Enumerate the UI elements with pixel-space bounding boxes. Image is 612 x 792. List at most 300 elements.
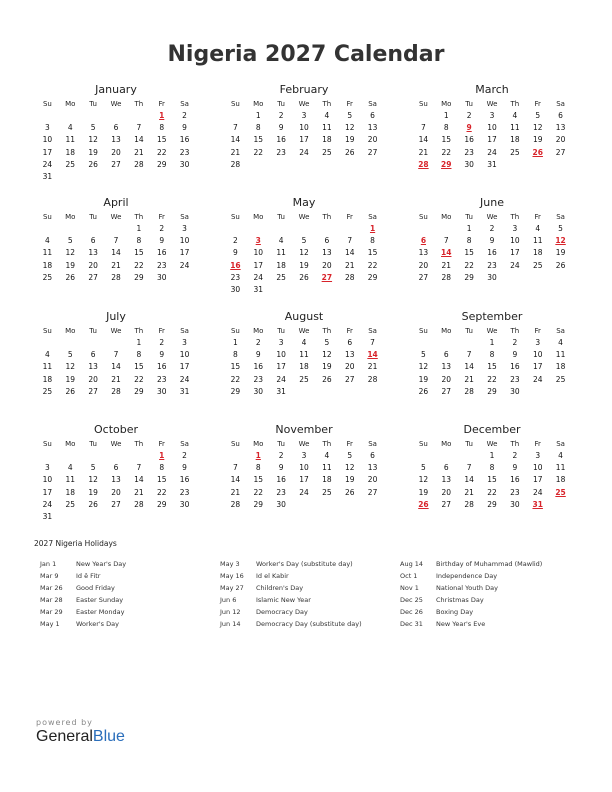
empty-cell (59, 450, 82, 462)
day-cell: 30 (510, 386, 520, 396)
day-cell: 13 (344, 350, 355, 360)
day-cell: 31 (276, 386, 286, 396)
weekday-header: Tu (277, 213, 285, 221)
day-cell: 29 (230, 386, 241, 396)
weekday-header: Th (134, 327, 144, 335)
day-cell: 1 (489, 338, 495, 347)
day-cell: 19 (344, 475, 355, 485)
day-cell: 4 (67, 463, 73, 473)
day-cell: 2 (182, 451, 187, 460)
weekday-header: We (110, 440, 122, 448)
day-cell: 27 (88, 272, 98, 282)
empty-cell (458, 337, 481, 349)
empty-cell (247, 223, 270, 235)
day-cell: 6 (443, 463, 449, 473)
holiday-row (400, 558, 575, 570)
day-cell: 14 (230, 135, 241, 145)
weekday-header: Mo (65, 213, 76, 221)
weekday-header: Fr (158, 100, 165, 108)
month-days-grid (36, 438, 196, 523)
holiday-day: 27 (321, 272, 333, 282)
day-cell: 15 (367, 248, 378, 258)
month-name: December (463, 423, 521, 436)
weekday-header: Mo (65, 327, 76, 335)
day-cell: 20 (418, 260, 429, 270)
day-cell: 15 (253, 135, 264, 145)
day-cell: 28 (111, 386, 121, 396)
empty-cell (105, 337, 128, 349)
holiday-name: Easter Sunday (76, 596, 124, 604)
day-cell: 27 (441, 499, 452, 509)
holiday-day: 31 (532, 499, 543, 509)
day-cell: 2 (512, 338, 518, 347)
holiday-name: Independence Day (436, 572, 498, 580)
day-cell: 1 (136, 224, 142, 233)
day-cell: 20 (441, 374, 452, 384)
month-days-grid (36, 211, 196, 284)
empty-cell (127, 110, 150, 122)
month-march (412, 83, 572, 171)
empty-cell (412, 450, 435, 462)
weekday-header: Su (230, 213, 240, 221)
day-cell: 21 (464, 487, 474, 497)
holiday-date: Dec 31 (400, 620, 423, 628)
day-cell: 23 (487, 260, 497, 270)
day-cell: 2 (278, 111, 284, 120)
holiday-name: Good Friday (76, 584, 115, 592)
holiday-row (400, 594, 575, 606)
day-cell: 8 (489, 350, 495, 360)
day-cell: 10 (487, 123, 497, 133)
holiday-date: Dec 25 (400, 596, 423, 604)
day-cell: 11 (510, 123, 520, 133)
day-cell: 12 (344, 123, 355, 133)
day-cell: 15 (464, 248, 474, 258)
day-cell: 8 (466, 236, 472, 246)
day-cell: 6 (113, 123, 119, 133)
brand-part-blue: Blue (92, 728, 125, 745)
day-cell: 4 (301, 338, 307, 347)
day-cell: 21 (134, 147, 144, 157)
day-cell: 18 (322, 475, 332, 485)
day-cell: 26 (88, 159, 98, 169)
holiday-row (220, 618, 395, 630)
day-cell: 5 (347, 111, 353, 120)
day-cell: 16 (156, 248, 167, 258)
day-cell: 13 (367, 123, 378, 133)
weekday-header: Mo (253, 213, 264, 221)
day-cell: 6 (443, 350, 449, 360)
day-cell: 25 (510, 147, 520, 157)
day-cell: 20 (367, 135, 378, 145)
holiday-date: Jun 12 (220, 608, 241, 616)
day-cell: 15 (156, 475, 167, 485)
empty-cell (435, 223, 458, 235)
weekday-header: Tu (465, 327, 473, 335)
day-cell: 8 (233, 350, 238, 360)
weekday-header: We (486, 213, 498, 221)
day-cell: 7 (466, 350, 472, 360)
day-cell: 2 (512, 451, 518, 460)
day-cell: 22 (156, 147, 167, 157)
day-cell: 21 (134, 487, 144, 497)
day-cell: 23 (276, 487, 286, 497)
day-cell: 24 (487, 147, 497, 157)
holiday-column (40, 558, 215, 630)
empty-cell (224, 450, 247, 462)
weekday-header: Tu (465, 213, 473, 221)
day-cell: 28 (134, 499, 144, 509)
day-cell: 9 (182, 463, 187, 473)
day-cell: 8 (136, 350, 142, 360)
month-days-grid (36, 98, 196, 183)
day-cell: 11 (65, 475, 76, 485)
day-cell: 14 (464, 475, 474, 485)
day-cell: 13 (418, 248, 429, 258)
empty-cell (105, 110, 128, 122)
holiday-name: Islamic New Year (256, 596, 311, 604)
holiday-day: 14 (441, 248, 452, 258)
day-cell: 24 (179, 374, 190, 384)
day-cell: 29 (156, 499, 167, 509)
day-cell: 20 (88, 374, 98, 384)
day-cell: 7 (233, 463, 238, 473)
month-name: September (461, 310, 523, 323)
day-cell: 12 (299, 248, 309, 258)
day-cell: 17 (299, 475, 309, 485)
day-cell: 22 (253, 487, 264, 497)
empty-cell (458, 450, 481, 462)
day-cell: 8 (159, 463, 165, 473)
weekday-header: Sa (368, 100, 377, 108)
day-cell: 22 (464, 260, 474, 270)
day-cell: 3 (301, 451, 307, 460)
empty-cell (59, 110, 82, 122)
day-cell: 4 (558, 338, 563, 347)
holiday-name: Easter Monday (76, 608, 125, 616)
day-cell: 22 (441, 147, 452, 157)
holiday-date: Mar 9 (40, 572, 59, 580)
holiday-day: 3 (255, 236, 261, 246)
day-cell: 21 (111, 260, 121, 270)
month-name: March (475, 83, 509, 96)
day-cell: 18 (42, 374, 53, 384)
weekday-header: Th (134, 440, 144, 448)
holiday-day: 1 (159, 451, 165, 460)
empty-cell (293, 223, 316, 235)
day-cell: 17 (253, 260, 264, 270)
day-cell: 26 (88, 499, 98, 509)
day-cell: 14 (464, 362, 474, 372)
day-cell: 2 (489, 224, 495, 233)
day-cell: 17 (179, 248, 190, 258)
month-name: June (480, 196, 504, 209)
day-cell: 25 (532, 260, 543, 270)
day-cell: 19 (344, 135, 355, 145)
holiday-name: Democracy Day (256, 608, 308, 616)
weekday-header: Tu (89, 327, 97, 335)
day-cell: 18 (555, 475, 566, 485)
month-days-grid (224, 211, 384, 296)
day-cell: 22 (134, 260, 144, 270)
day-cell: 23 (464, 147, 474, 157)
day-cell: 22 (487, 374, 497, 384)
day-cell: 11 (42, 248, 53, 258)
month-may (224, 196, 384, 296)
day-cell: 19 (418, 374, 429, 384)
empty-cell (435, 337, 458, 349)
weekday-header: We (486, 440, 498, 448)
day-cell: 20 (344, 362, 355, 372)
holiday-date: Jun 14 (220, 620, 241, 628)
empty-cell (412, 337, 435, 349)
weekday-header: Mo (441, 213, 452, 221)
holiday-date: Mar 26 (40, 584, 63, 592)
day-cell: 23 (179, 147, 190, 157)
month-july (36, 310, 196, 398)
day-cell: 28 (367, 374, 378, 384)
weekday-header: Fr (158, 327, 165, 335)
day-cell: 9 (512, 463, 518, 473)
day-cell: 21 (367, 362, 378, 372)
day-cell: 10 (42, 475, 53, 485)
day-cell: 2 (159, 224, 165, 233)
empty-cell (412, 223, 435, 235)
day-cell: 30 (156, 386, 167, 396)
weekday-header: We (298, 100, 310, 108)
day-cell: 24 (299, 147, 309, 157)
weekday-header: Fr (534, 213, 541, 221)
day-cell: 19 (65, 374, 76, 384)
day-cell: 30 (179, 159, 190, 169)
day-cell: 22 (230, 374, 241, 384)
month-days-grid (412, 438, 572, 511)
weekday-header: Su (42, 213, 52, 221)
day-cell: 10 (532, 350, 543, 360)
day-cell: 11 (532, 236, 543, 246)
day-cell: 21 (230, 487, 241, 497)
weekday-header: Tu (465, 100, 473, 108)
weekday-header: Fr (346, 213, 353, 221)
day-cell: 16 (510, 475, 520, 485)
day-cell: 13 (367, 463, 378, 473)
day-cell: 27 (367, 147, 378, 157)
weekday-header: Tu (89, 440, 97, 448)
day-cell: 26 (65, 386, 76, 396)
holiday-day: 1 (159, 111, 165, 120)
day-cell: 9 (159, 350, 165, 360)
month-january (36, 83, 196, 183)
weekday-header: Fr (534, 327, 541, 335)
day-cell: 15 (134, 248, 144, 258)
day-cell: 1 (489, 451, 495, 460)
month-august (224, 310, 384, 398)
day-cell: 10 (42, 135, 53, 145)
weekday-header: Th (134, 100, 144, 108)
holiday-date: Jan 1 (40, 560, 57, 568)
day-cell: 3 (512, 224, 518, 233)
holiday-date: Oct 1 (400, 572, 418, 580)
day-cell: 2 (182, 111, 187, 120)
day-cell: 5 (67, 350, 73, 360)
day-cell: 16 (253, 362, 264, 372)
holiday-date: Aug 14 (400, 560, 424, 568)
month-name: August (284, 310, 324, 323)
day-cell: 8 (136, 236, 142, 246)
day-cell: 28 (464, 499, 474, 509)
day-cell: 2 (255, 338, 261, 347)
day-cell: 29 (134, 272, 144, 282)
day-cell: 15 (253, 475, 264, 485)
day-cell: 13 (88, 248, 98, 258)
day-cell: 11 (555, 350, 566, 360)
month-name: February (279, 83, 329, 96)
day-cell: 10 (179, 236, 190, 246)
day-cell: 31 (42, 171, 53, 181)
day-cell: 10 (276, 350, 286, 360)
day-cell: 19 (532, 135, 543, 145)
day-cell: 31 (487, 159, 497, 169)
day-cell: 25 (322, 487, 332, 497)
day-cell: 10 (179, 350, 190, 360)
holiday-day: 16 (230, 260, 241, 270)
day-cell: 7 (136, 123, 142, 133)
holiday-row (40, 618, 215, 630)
day-cell: 3 (535, 451, 541, 460)
day-cell: 13 (555, 123, 566, 133)
day-cell: 26 (299, 272, 309, 282)
day-cell: 19 (555, 248, 566, 258)
day-cell: 25 (65, 499, 76, 509)
day-cell: 2 (466, 111, 472, 120)
day-cell: 21 (441, 260, 452, 270)
day-cell: 13 (111, 135, 121, 145)
day-cell: 6 (90, 350, 96, 360)
day-cell: 12 (65, 248, 76, 258)
day-cell: 26 (555, 260, 566, 270)
holiday-row (40, 558, 215, 570)
holiday-name: Worker's Day (76, 620, 119, 628)
day-cell: 4 (278, 236, 284, 246)
month-days-grid (224, 98, 384, 171)
day-cell: 11 (322, 123, 332, 133)
holiday-day: 1 (255, 451, 261, 460)
month-days-grid (412, 325, 572, 398)
day-cell: 21 (418, 147, 429, 157)
day-cell: 17 (179, 362, 190, 372)
page-title: Nigeria 2027 Calendar (167, 42, 445, 67)
day-cell: 19 (88, 487, 98, 497)
weekday-header: Th (322, 440, 332, 448)
day-cell: 1 (233, 338, 238, 347)
day-cell: 24 (299, 487, 309, 497)
weekday-header: Fr (346, 440, 353, 448)
empty-cell (82, 223, 105, 235)
day-cell: 1 (136, 338, 142, 347)
holiday-date: Mar 29 (40, 608, 63, 616)
day-cell: 30 (464, 159, 474, 169)
day-cell: 21 (344, 260, 355, 270)
holiday-name: Id ê Fitr (76, 572, 101, 580)
day-cell: 18 (42, 260, 53, 270)
holiday-day: 1 (369, 224, 376, 233)
day-cell: 10 (299, 123, 309, 133)
day-cell: 3 (535, 338, 541, 347)
empty-cell (127, 450, 150, 462)
day-cell: 7 (113, 236, 119, 246)
holiday-row (40, 606, 215, 618)
holiday-column (220, 558, 395, 630)
weekday-header: Mo (253, 327, 264, 335)
day-cell: 9 (233, 248, 238, 258)
day-cell: 20 (322, 260, 332, 270)
day-cell: 19 (322, 362, 332, 372)
day-cell: 29 (487, 499, 497, 509)
weekday-header: Su (42, 327, 52, 335)
day-cell: 18 (65, 487, 76, 497)
day-cell: 25 (42, 272, 53, 282)
powered-by-text: powered by (36, 718, 93, 727)
month-days-grid (224, 325, 384, 398)
holiday-day: 6 (420, 236, 427, 246)
day-cell: 1 (255, 111, 261, 120)
day-cell: 3 (45, 463, 50, 473)
day-cell: 5 (90, 123, 96, 133)
empty-cell (338, 223, 361, 235)
day-cell: 26 (344, 147, 355, 157)
day-cell: 22 (487, 487, 497, 497)
day-cell: 10 (299, 463, 309, 473)
day-cell: 4 (512, 111, 518, 120)
day-cell: 19 (418, 487, 429, 497)
weekday-header: Fr (534, 440, 541, 448)
month-december (412, 423, 572, 511)
day-cell: 23 (276, 147, 286, 157)
day-cell: 23 (156, 374, 167, 384)
day-cell: 14 (111, 248, 121, 258)
day-cell: 7 (443, 236, 449, 246)
holiday-day: 28 (418, 159, 429, 169)
day-cell: 29 (367, 272, 378, 282)
month-name: April (103, 196, 129, 209)
day-cell: 16 (487, 248, 497, 258)
weekday-header: We (298, 213, 310, 221)
month-october (36, 423, 196, 523)
holiday-name: National Youth Day (436, 584, 498, 592)
day-cell: 17 (510, 248, 520, 258)
day-cell: 3 (182, 224, 187, 233)
weekday-header: Sa (556, 327, 565, 335)
weekday-header: Su (418, 440, 428, 448)
weekday-header: Sa (368, 440, 377, 448)
day-cell: 15 (230, 362, 241, 372)
weekday-header: Th (510, 213, 520, 221)
month-name: January (95, 83, 137, 96)
day-cell: 3 (278, 338, 284, 347)
holiday-row (400, 582, 575, 594)
empty-cell (82, 450, 105, 462)
day-cell: 5 (421, 350, 426, 360)
month-april (36, 196, 196, 284)
weekday-header: Sa (368, 213, 377, 221)
day-cell: 25 (299, 374, 309, 384)
day-cell: 16 (156, 362, 167, 372)
empty-cell (36, 110, 59, 122)
day-cell: 9 (278, 463, 284, 473)
day-cell: 27 (111, 499, 121, 509)
day-cell: 15 (156, 135, 167, 145)
month-days-grid (412, 98, 572, 171)
